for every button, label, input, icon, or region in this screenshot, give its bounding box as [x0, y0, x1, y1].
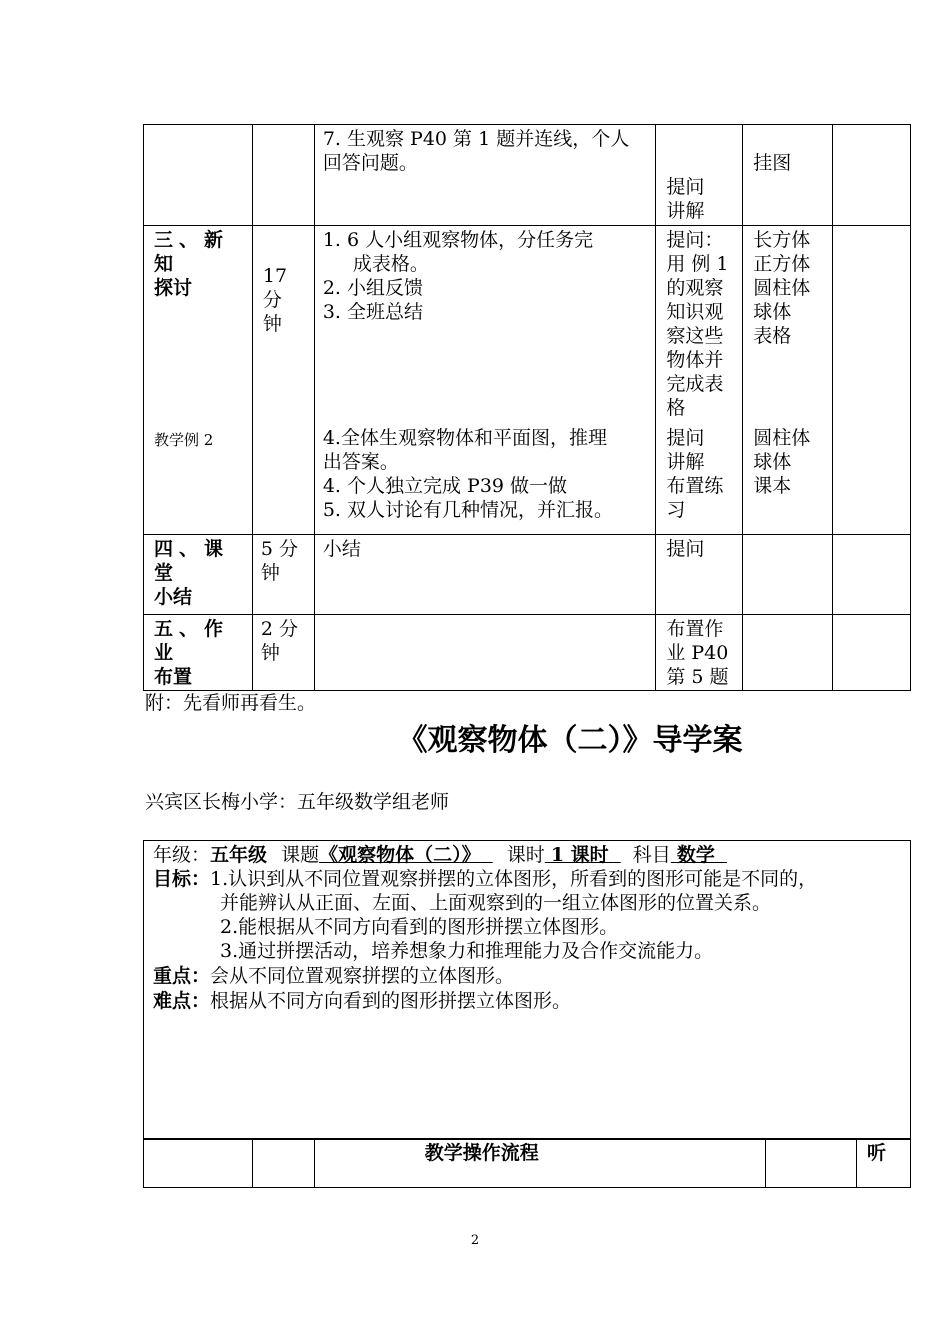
list-item: 3. 全班总结 [322, 301, 424, 323]
goal-label: 目标： [153, 868, 211, 890]
method-line: 的观察 [666, 277, 724, 299]
table-row [144, 535, 911, 615]
method-line: 完成表 [666, 373, 724, 395]
method-line: 物体并 [666, 349, 724, 371]
remark-cell [833, 125, 911, 226]
key-value: 会从不同位置观察拼摆的立体图形。 [210, 965, 515, 987]
key-label: 重点： [153, 965, 211, 987]
method-line: 布置作 [666, 618, 724, 640]
stage-cell [144, 125, 253, 226]
method-text: 提问 [666, 538, 705, 560]
time-line: 17 [262, 265, 288, 287]
goal-item: 3.通过拼摆活动，培养想象力和推理能力及合作交流能力。 [220, 940, 714, 962]
material-line: 球体 [753, 451, 792, 473]
time-cell [252, 535, 314, 615]
list-item: 2. 小组反馈 [322, 277, 424, 299]
page-number: 2 [470, 1233, 480, 1248]
material-line: 圆柱体 [753, 427, 811, 449]
material-text: 挂图 [753, 152, 792, 174]
stage-cell [144, 535, 253, 615]
remark-cell [833, 615, 911, 691]
remark-cell [833, 226, 911, 535]
subject-label: 科目 [632, 844, 671, 866]
material-cell [743, 226, 833, 535]
method-line: 布置练 [666, 475, 724, 497]
content-cell [314, 125, 655, 226]
content-cell [314, 615, 655, 691]
grade-value: 五年级 [210, 844, 268, 866]
list-item: 4. 个人独立完成 P39 做一做 [322, 475, 568, 497]
subject-value: 数学 [676, 844, 715, 866]
stage-line: 布置 [154, 666, 193, 688]
method-line: 知识观 [666, 301, 724, 323]
method-line: 提问 [666, 427, 705, 449]
table-row [144, 226, 911, 535]
document-title: 《观察物体（二）》导学案 [397, 723, 743, 758]
table-row [144, 125, 911, 226]
table-row [144, 1139, 911, 1188]
period-value: 1 课时 [550, 844, 609, 866]
list-item: 出答案。 [322, 451, 399, 473]
method-cell [656, 125, 743, 226]
lesson-info-box [143, 840, 911, 1140]
time-cell [252, 615, 314, 691]
method-line: 提问： [666, 229, 724, 251]
time-cell [252, 1139, 314, 1188]
material-cell [743, 535, 833, 615]
table-row [144, 615, 911, 691]
list-item: 1. 6 人小组观察物体，分任务完 [322, 229, 594, 251]
method-line: 格 [666, 397, 686, 419]
listen-cell [857, 1139, 911, 1188]
method-line: 用 例 1 [666, 253, 729, 275]
time-cell [252, 125, 314, 226]
time-line: 分 [262, 289, 282, 311]
grade-label: 年级： [153, 844, 211, 866]
goal-item: 1.认识到从不同位置观察拼摆的立体图形，所看到的图形可能是不同的， [210, 868, 818, 890]
method-line: 讲解 [666, 200, 705, 222]
content-cell [314, 226, 655, 535]
list-item: 4.全体生观察物体和平面图，推理 [322, 427, 607, 449]
stage-line: 五、作业 [154, 618, 230, 664]
material-line: 表格 [753, 325, 792, 347]
content-cell [314, 535, 655, 615]
stage-line: 四、课堂 [154, 538, 230, 584]
method-line: 提问 [666, 176, 705, 198]
method-cell [656, 615, 743, 691]
content-text: 7. 生观察 P40 第 1 题并连线，个人回答问题。 [322, 128, 630, 174]
method-line: 习 [666, 499, 686, 521]
material-cell [743, 125, 833, 226]
lesson-plan-table [143, 124, 911, 691]
method-line: 第 5 题 [666, 666, 729, 688]
material-line: 球体 [753, 301, 792, 323]
info-header-line [153, 843, 727, 867]
method-line: 业 P40 [666, 642, 729, 664]
topic-label: 课题 [281, 844, 320, 866]
remark-cell [833, 535, 911, 615]
flow-header-cell [314, 1139, 765, 1188]
time-line: 5 分 [260, 538, 299, 560]
difficulty-value: 根据从不同方向看到的图形拼摆立体图形。 [210, 990, 572, 1012]
content-text: 小结 [322, 538, 361, 560]
time-line: 钟 [260, 562, 280, 584]
method-line: 讲解 [666, 451, 705, 473]
stage-line: 小结 [154, 586, 193, 608]
stage-cell [144, 226, 253, 535]
note-text: 附：先看师再看生。 [145, 692, 317, 714]
material-line: 正方体 [753, 253, 811, 275]
topic-value: 《观察物体（二）》 [319, 844, 481, 866]
stage-cell [144, 1139, 253, 1188]
listen-header: 听 [867, 1142, 887, 1164]
time-line: 钟 [262, 313, 282, 335]
sub-label: 教学例 2 [154, 431, 214, 449]
method-line: 察这些 [666, 325, 724, 347]
material-line: 圆柱体 [753, 277, 811, 299]
method-cell [656, 226, 743, 535]
list-item: 成表格。 [352, 253, 429, 275]
flow-header: 教学操作流程 [424, 1142, 539, 1164]
period-label: 课时 [506, 844, 545, 866]
time-line: 2 分 [260, 618, 299, 640]
method-cell [656, 535, 743, 615]
material-line: 长方体 [753, 229, 811, 251]
difficulty-label: 难点： [153, 990, 211, 1012]
stage-cell [144, 615, 253, 691]
author-line: 兴宾区长梅小学：五年级数学组老师 [145, 791, 450, 813]
material-cell [743, 615, 833, 691]
goal-item: 并能辨认从正面、左面、上面观察到的一组立体图形的位置关系。 [220, 892, 772, 914]
blank-cell [766, 1139, 857, 1188]
time-line: 钟 [260, 642, 280, 664]
stage-line: 三、新知 [154, 229, 230, 275]
time-cell [252, 226, 314, 535]
goal-item: 2.能根据从不同方向看到的图形拼摆立体图形。 [220, 916, 619, 938]
stage-line: 探讨 [154, 277, 193, 299]
material-line: 课本 [753, 475, 792, 497]
list-item: 5. 双人讨论有几种情况，并汇报。 [322, 499, 614, 521]
flow-table [143, 1138, 911, 1188]
